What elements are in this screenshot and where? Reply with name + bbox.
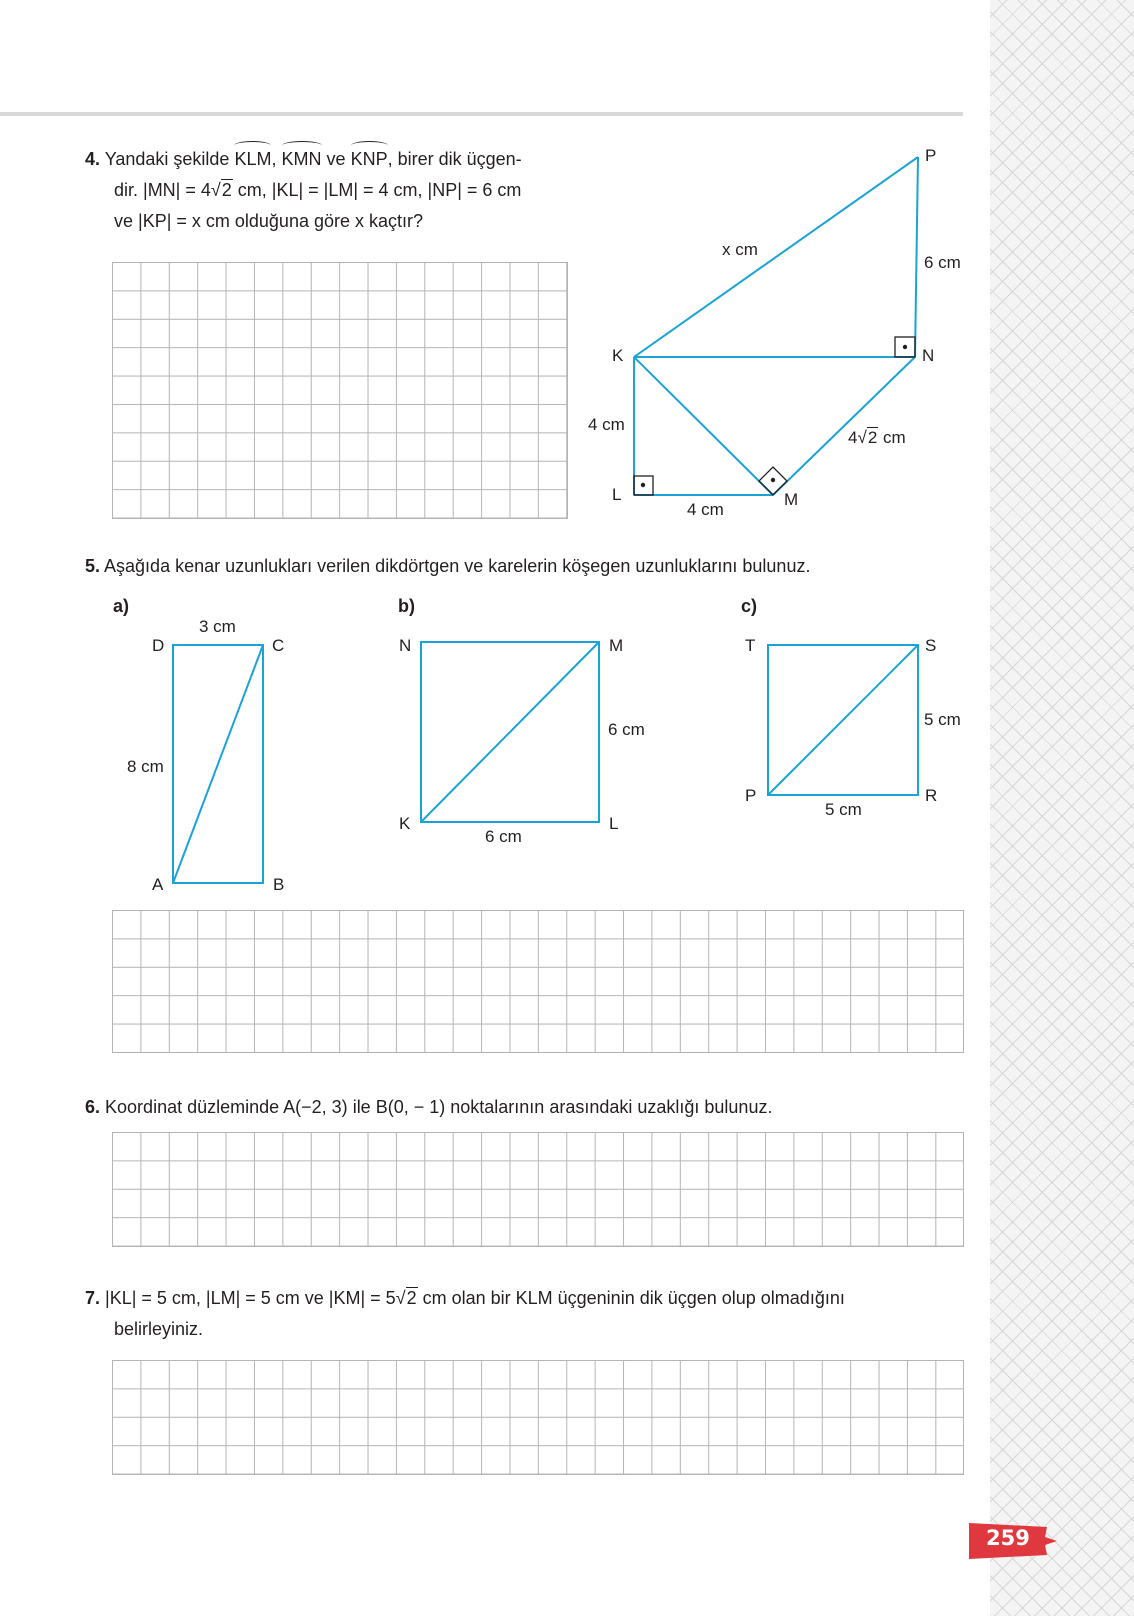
q4-line3: ve |KP| = x cm olduğuna göre x kaçtır?: [114, 211, 424, 231]
question-7-line-2: [85, 1314, 975, 1345]
question-7-line-1: [85, 1283, 975, 1314]
label-m-b: M: [609, 636, 624, 655]
label-6-cm-bottom: 6 cm: [485, 827, 522, 846]
q4-line2-radicand: 2: [221, 180, 232, 200]
sqrt-symbol: √: [395, 1288, 406, 1308]
label-r: R: [925, 786, 938, 805]
label-l: L: [612, 485, 622, 504]
label-k: K: [612, 346, 624, 365]
label-c: C: [272, 636, 285, 655]
point-a: (−2, 3): [295, 1097, 348, 1117]
label-5-cm-bottom: 5 cm: [825, 800, 862, 819]
label-6-cm-right: 6 cm: [608, 720, 645, 739]
sqrt-symbol: √: [857, 428, 867, 447]
part-c-label: c): [741, 596, 758, 616]
q5-text: Aşağıda kenar uzunlukları verilen dikdörtgen ve karelerin köşegen uzunluklarını bulunuz.: [104, 556, 811, 576]
q7-line-2: belirleyiniz.: [114, 1319, 204, 1339]
label-s: S: [925, 636, 937, 655]
q7-radicand: 2: [406, 1288, 417, 1308]
angle-knp: KNP: [351, 142, 388, 175]
label-6-cm: 6 cm: [924, 253, 961, 272]
label-x-cm: x cm: [722, 240, 758, 259]
q6-text-3: noktalarının arasındaki uzaklığı bulunuz.: [445, 1097, 773, 1117]
question-6-text: [85, 1092, 772, 1123]
label-4-cm-kl: 4 cm: [588, 415, 625, 434]
answer-grid-q7[interactable]: [112, 1360, 964, 1475]
angle-kmn: KMN: [282, 142, 322, 175]
mn-coef: 4: [848, 428, 858, 447]
question-4-number: 4.: [85, 149, 101, 169]
label-4-cm-lm: 4 cm: [687, 500, 724, 519]
label-3-cm: 3 cm: [199, 617, 236, 636]
q4-text-2: , birer dik üçgen-: [387, 149, 522, 169]
mn-unit: cm: [878, 428, 906, 447]
question-6-number: 6.: [85, 1097, 101, 1117]
label-m: M: [784, 490, 799, 509]
question-7-number: 7.: [85, 1288, 101, 1308]
answer-grid-q5[interactable]: [112, 910, 964, 1053]
label-t: T: [745, 636, 756, 655]
label-b: B: [273, 875, 285, 894]
angle-klm: KLM: [234, 142, 271, 175]
label-l-b: L: [609, 814, 619, 833]
q4-ve: ve: [326, 149, 346, 169]
part-a-label: a): [113, 596, 130, 616]
q7-text-2: cm olan bir KLM üçgeninin dik üçgen olup olmadığını: [417, 1288, 845, 1308]
point-b: (0, − 1): [387, 1097, 446, 1117]
question-5-number: 5.: [85, 556, 101, 576]
diagonal-km: [421, 642, 599, 822]
label-a: A: [152, 875, 164, 894]
question-7-text: [85, 1283, 975, 1345]
label-d: D: [152, 636, 165, 655]
q6-text-2: ile B: [347, 1097, 388, 1117]
label-n: N: [922, 346, 935, 365]
diagonal-ps: [768, 645, 918, 795]
label-k-b: K: [399, 814, 411, 833]
diagonal-ac: [173, 645, 263, 883]
label-8-cm: 8 cm: [127, 757, 164, 776]
label-5-cm-right: 5 cm: [924, 710, 961, 729]
page-number: 259: [986, 1526, 1030, 1550]
q6-text-1: Koordinat düzleminde A: [105, 1097, 296, 1117]
q4-line2-a: dir. |MN| = 4: [114, 180, 211, 200]
part-b-label: b): [398, 596, 415, 616]
q4-line2-b: cm, |KL| = |LM| = 4 cm, |NP| = 6 cm: [232, 180, 522, 200]
answer-grid-q6[interactable]: [112, 1132, 964, 1247]
q4-text-1: Yandaki şekilde: [104, 149, 230, 169]
mn-radicand: 2: [867, 428, 878, 447]
label-p: P: [925, 146, 937, 165]
sqrt-symbol: √: [210, 180, 221, 200]
label-p-c: P: [745, 786, 757, 805]
label-n-b: N: [399, 636, 412, 655]
q7-text-1: |KL| = 5 cm, |LM| = 5 cm ve |KM| = 5: [105, 1288, 396, 1308]
q4-comma: ,: [271, 149, 277, 169]
